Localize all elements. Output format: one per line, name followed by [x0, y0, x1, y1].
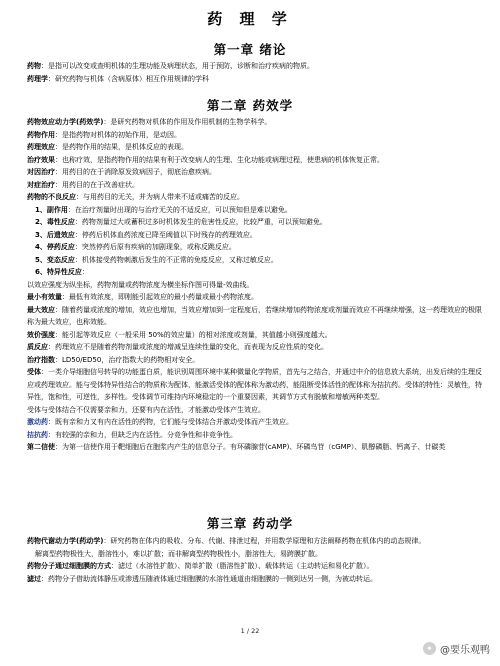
text-line — [27, 416, 482, 429]
term-label: 药物 — [27, 62, 41, 70]
term-label: 最大效应 — [27, 305, 55, 314]
term-label: 药物的不良反应 — [27, 193, 76, 201]
chapter-1-body — [27, 60, 482, 85]
text-line — [27, 241, 482, 254]
term-definition: ：药物剂量过大或蓄积过多时机体发生的危害性反应，比较严重，可以预知避免。 — [74, 218, 327, 226]
chapter-2-body — [27, 116, 482, 454]
text-line — [27, 73, 482, 86]
text-line — [27, 354, 482, 367]
chapter-1-title: 第一章 绪论 — [213, 42, 287, 57]
text-line — [27, 304, 482, 329]
term-label: 5、变态反应 — [35, 255, 75, 264]
term-definition: ：最低有效浓度，即刚能引起效应的最小药量或最小药物浓度。 — [62, 293, 258, 301]
text-line — [27, 179, 482, 192]
term-label: 2、毒性反应 — [35, 218, 75, 226]
text-line — [27, 573, 482, 586]
text-line — [27, 254, 482, 267]
term-definition: ：随着药量或浓度的增加，效应也增加，当效应增加到一定程度后，若继续增加药物浓度或剂量而效应不再继续增强，这一药理效应的极限称为最大效应，也称效能。 — [27, 305, 482, 326]
term-definition: ：在治疗剂量时出现的与治疗无关的不适反应，可以预知但是难以避免。 — [67, 205, 292, 214]
term-definition: ：能引起等效反应（一般采用 50%的效应量）的相对浓度或剂量，其值越小则强度越大。 — [55, 330, 332, 339]
term-label: 药物作用 — [27, 130, 55, 139]
term-definition: ：用药目的在于改善症状。 — [55, 180, 139, 189]
text-line — [27, 191, 482, 204]
text-line — [27, 216, 482, 229]
term-definition: ：突然停药后原有疾病的加剧现象，或称反跳反应。 — [74, 243, 236, 251]
term-definition: ：用药目的在于消除原发致病因子，彻底治愈疾病。 — [55, 168, 216, 176]
term-label: 效价强度 — [27, 330, 55, 339]
term-definition: 以效应强度为纵坐标，药物剂量或药物浓度为横坐标作图可得量-效曲线。 — [27, 280, 254, 289]
term-label: 3、后遗效应 — [35, 230, 75, 239]
term-label: 药理效应 — [27, 143, 55, 151]
chapter-3-title: 第三章 药动学 — [206, 516, 294, 531]
term-label: 1、副作用 — [35, 205, 68, 214]
term-definition: ：是药物作用的结果，是机体反应的表现。 — [55, 143, 188, 151]
term-definition: ：也称疗效，是指药物作用的结果有利于改变病人的生理、生化功能或病理过程，使患病的机体恢复正常。 — [55, 155, 384, 164]
chapter-2-title: 第二章 药效学 — [206, 98, 294, 113]
term-definition: ：滤过（水溶性扩散）、简单扩散（脂溶性扩散）、载体转运（主动转运和易化扩散）。 — [111, 562, 374, 570]
term-label: 药物代谢动力学(药动学) — [27, 537, 104, 545]
term-definition: ：停药后机体血药浓度已降至阈值以下时残存的药理效应。 — [74, 230, 257, 239]
term-definition: ：一类介导细胞信号转导的功能蛋白质，能识别周围环境中某种微量化学物质，首先与之结合，并通过中介的信息放大系统，出发后续的生理反应或药理效应。能与受体特异性结合的物质称为配体，能激活受体的配体称为激动药，能阻断受体活性的配体称为拮抗药。受体的特性：灵敏性，特异性，饱和性，可逆性，多样性。受体调节可维持内环境稳定的一个重要因素，其调节方式有脱敏和增敏两种类型。 — [27, 368, 482, 401]
term-label: 滤过 — [27, 574, 41, 583]
chapter-3-body — [27, 535, 482, 585]
text-line — [27, 548, 482, 561]
text-line — [27, 329, 482, 342]
page-number: 1 / 22 — [240, 627, 260, 635]
text-line — [27, 60, 482, 73]
text-line — [27, 154, 482, 167]
term-label: 6、特异性反应 — [35, 268, 82, 276]
text-line — [27, 291, 482, 304]
term-label: 药理学 — [27, 74, 48, 83]
term-definition: ：与用药目的无关，并为病人带来不适或痛苦的反应。 — [76, 193, 244, 201]
term-definition: 解离型药物极性大，脂溶性小，难以扩散；而非解离型药物极性小，脂溶性大，易跨膜扩散。 — [35, 549, 322, 558]
text-line — [27, 116, 482, 129]
document-title: 药 理 学 — [207, 10, 293, 28]
term-label: 最小有效量 — [27, 293, 62, 301]
term-definition: ：是指可以改变或查明机体的生理功能及病理状态，用于预防、诊断和治疗疾病的物质。 — [41, 62, 314, 70]
term-label: 激动药 — [27, 418, 48, 426]
term-label: 药物分子通过细胞膜的方式 — [27, 562, 111, 570]
term-label: 质反应 — [27, 343, 48, 351]
term-label: 对症治疗 — [27, 180, 55, 189]
text-line — [27, 441, 482, 454]
text-line — [27, 535, 482, 548]
text-line — [27, 279, 482, 292]
text-line — [27, 560, 482, 573]
term-definition: ：LD50/ED50，治疗指数大的药物相对安全。 — [55, 355, 200, 364]
term-definition: 受体与受体结合不仅需要亲和力，还要有内在活性，才能激动受体产生效应。 — [27, 405, 265, 414]
term-definition: ：既有亲和力又有内在活性的药物，它们能与受体结合并激动受体而产生效应。 — [48, 418, 293, 426]
term-label: 第二信使 — [27, 443, 55, 451]
term-label: 治疗效果 — [27, 155, 55, 164]
term-definition: ：是指药物对机体的初始作用，是动因。 — [55, 130, 181, 139]
text-line — [27, 429, 482, 442]
term-definition: ：研究药物在体内的吸收、分布、代谢、排泄过程，并用数学原理和方法阐释药物在机体内的动态规律。 — [103, 537, 426, 545]
term-definition: ：机体接受药物刺激后发生的不正常的免疫反应，又称过敏反应。 — [74, 255, 278, 264]
text-line — [27, 266, 482, 279]
term-definition: ：为第一信使作用于靶细胞后在胞浆内产生的信息分子。有环磷腺苷(cAMP)、环磷鸟苷（cGMP）、肌醇磷脂、钙离子、廿碳类 — [55, 443, 446, 451]
term-label: 治疗指数 — [27, 355, 55, 364]
term-label: 4、停药反应 — [35, 243, 75, 251]
text-line — [27, 229, 482, 242]
watermark-text: @要乐观鸭 — [440, 645, 490, 656]
term-label: 对因治疗 — [27, 168, 55, 176]
term-label: 受体 — [27, 368, 41, 376]
text-line — [27, 404, 482, 417]
watermark-logo-icon: ✦ — [423, 642, 436, 655]
term-definition: ：是研究药物对机体的作用及作用机制的生物学科学。 — [103, 118, 272, 126]
term-definition: ：研究药物与机体（含病原体）相互作用规律的学科 — [48, 74, 209, 83]
term-definition: ：药理效应不是随着药物剂量或浓度的增减呈连续性量的变化，而表现为反应性质的变化。 — [48, 343, 328, 351]
term-label: 拮抗药 — [27, 430, 48, 439]
text-line — [27, 204, 482, 217]
term-label: 药物效应动力学(药效学) — [27, 118, 104, 126]
text-line — [27, 341, 482, 354]
text-line — [27, 129, 482, 142]
text-line — [27, 141, 482, 154]
text-line — [27, 366, 482, 404]
text-line — [27, 166, 482, 179]
watermark — [423, 641, 490, 656]
term-definition: ：有较强的亲和力，但缺乏内在活性。分竞争性和非竞争性。 — [48, 430, 237, 439]
term-definition: ： — [81, 268, 89, 276]
term-definition: ：药物分子借助流体静压或渗透压随液体通过细胞膜的水溶性通道由细胞膜的一侧到达另一侧，为被动转运。 — [41, 574, 377, 583]
